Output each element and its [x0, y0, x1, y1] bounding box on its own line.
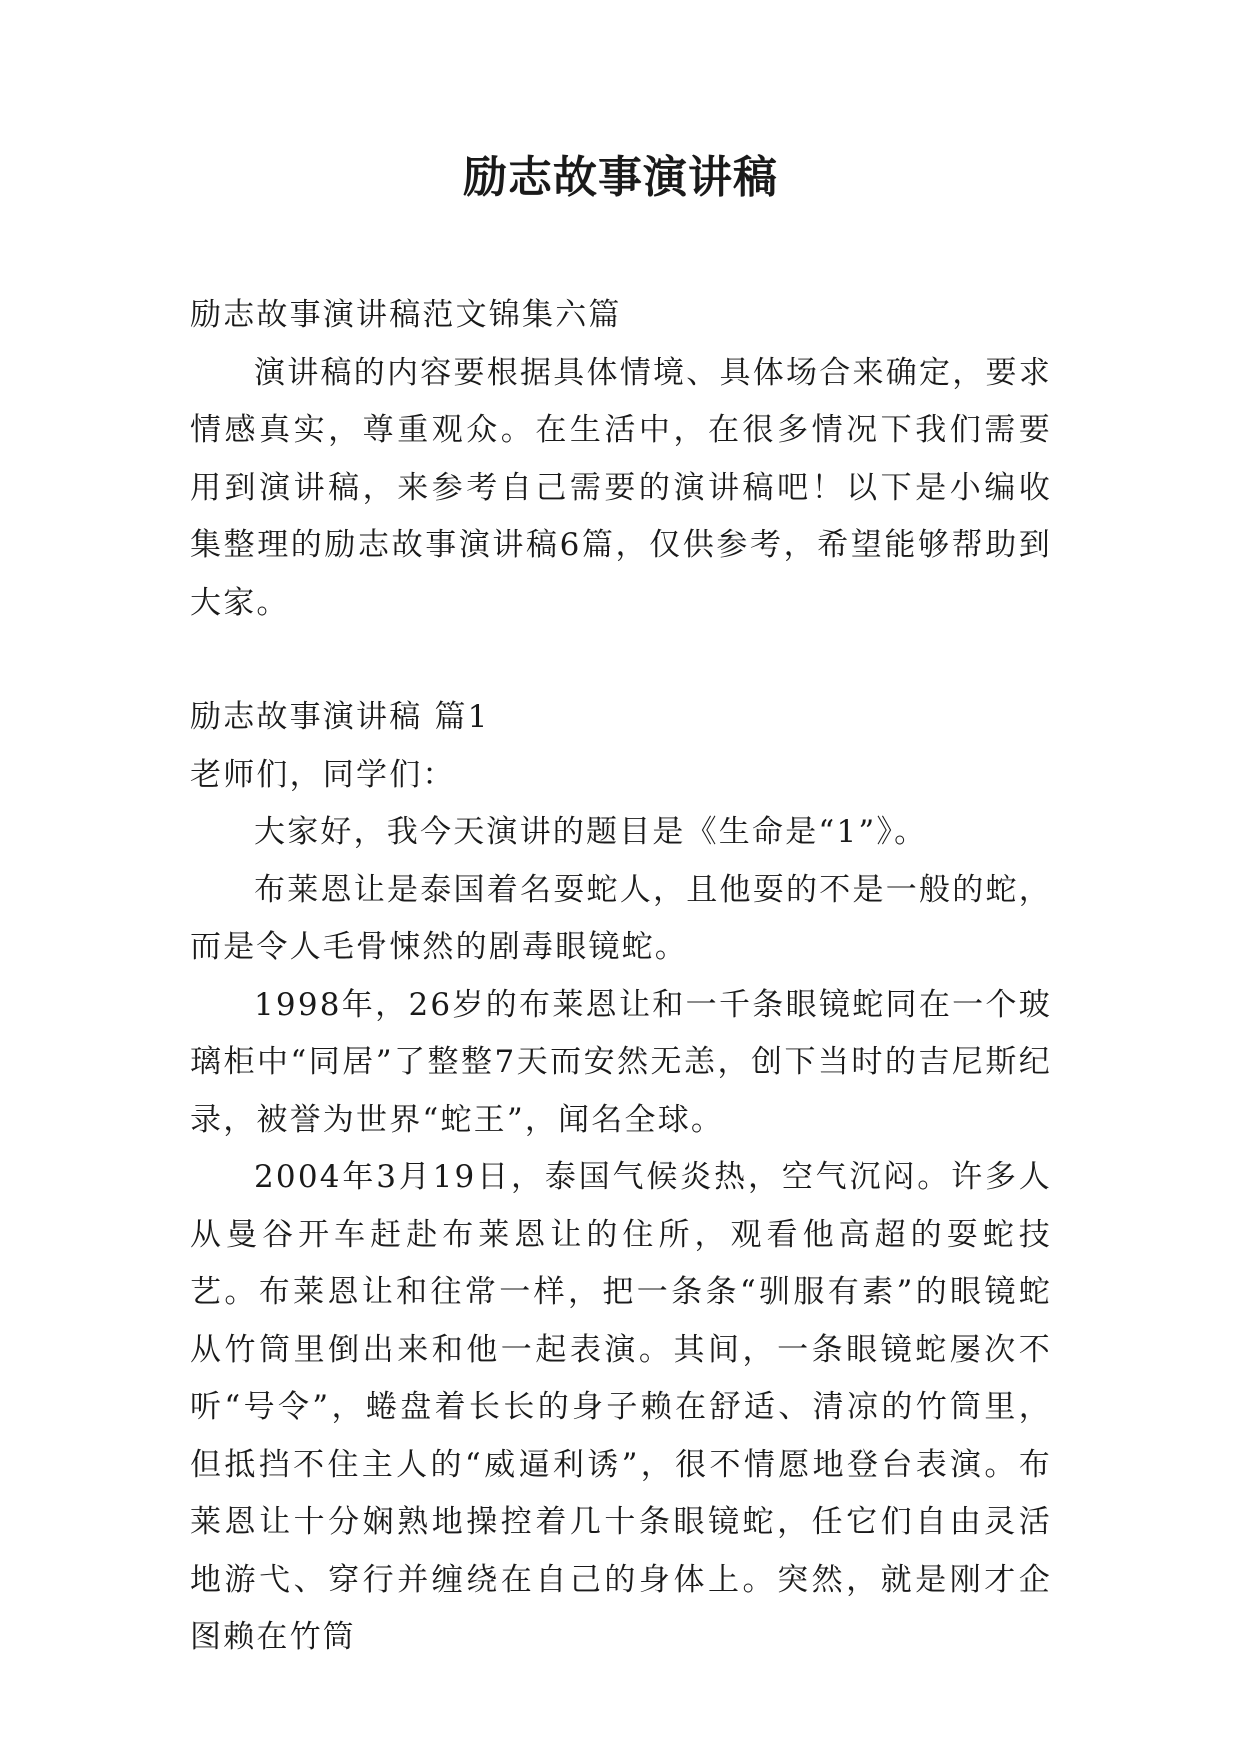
document-subtitle: 励志故事演讲稿范文锦集六篇 — [190, 297, 622, 333]
speech-paragraph: 布莱恩让是泰国着名耍蛇人，且他耍的不是一般的蛇，而是令人毛骨悚然的剧毒眼镜蛇。 — [190, 871, 1052, 965]
section-spacer — [190, 632, 1052, 689]
speech-paragraph: 大家好，我今天演讲的题目是《生命是“1”》。 — [254, 814, 928, 850]
intro-paragraph: 演讲稿的内容要根据具体情境、具体场合来确定，要求情感真实，尊重观众。在生活中，在很多情况下我们需要用到演讲稿，来参考自己需要的演讲稿吧！以下是小编收集整理的励志故事演讲稿6篇，仅供参考，希望能够帮助到大家。 — [190, 354, 1052, 621]
document-body — [190, 287, 1052, 1667]
section-heading: 励志故事演讲稿 篇1 — [190, 699, 490, 735]
salutation: 老师们，同学们： — [190, 756, 456, 793]
document-title: 励志故事演讲稿 — [463, 152, 778, 203]
speech-paragraph: 2004年3月19日，泰国气候炎热，空气沉闷。许多人从曼谷开车赶赴布莱恩让的住所，观看他高超的耍蛇技艺。布莱恩让和往常一样，把一条条“驯服有素”的眼镜蛇从竹筒里倒出来和他一起表演。其间，一条眼镜蛇屡次不听“号令”，蜷盘着长长的身子赖在舒适、清凉的竹筒里，但抵挡不住主人的“威逼利诱”，很不情愿地登台表演。布莱恩让十分娴熟地操控着几十条眼镜蛇，任它们自由灵活地游弋、穿行并缠绕在自己的身体上。突然，就是刚才企图赖在竹筒 — [190, 1159, 1052, 1655]
speech-paragraph: 1998年，26岁的布莱恩让和一千条眼镜蛇同在一个玻璃柜中“同居”了整整7天而安然无恙，创下当时的吉尼斯纪录，被誉为世界“蛇王”，闻名全球。 — [190, 986, 1052, 1138]
